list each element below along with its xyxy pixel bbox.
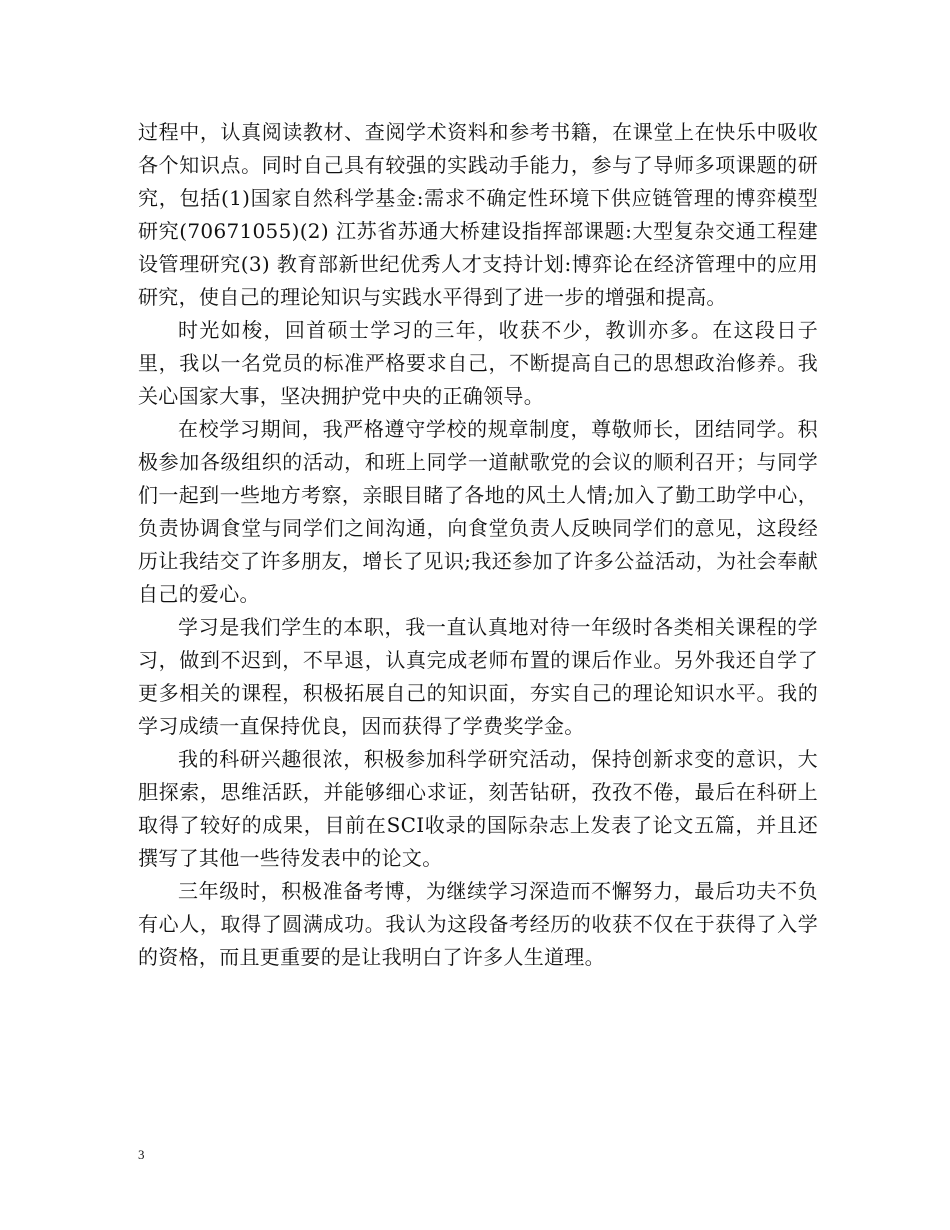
paragraph-study: 学习是我们学生的本职，我一直认真地对待一年级时各类相关课程的学习，做到不迟到，不早退，认真完成老师布置的课后作业。另外我还自学了更多相关的课程，积极拓展自己的知识面，夯实自己的理论知识水平。我的学习成绩一直保持优良，因而获得了学费奖学金。 [138,615,818,738]
body-text [138,116,818,974]
paragraph-campus-life: 在校学习期间，我严格遵守学校的规章制度，尊敬师长，团结同学。积极参加各级组织的活动，和班上同学一道献歌党的会议的顺利召开；与同学们一起到一些地方考察，亲眼目睹了各地的风土人情;加入了勤工助学中心，负责协调食堂与同学们之间沟通，向食堂负责人反映同学们的意见，这段经历让我结交了许多朋友，增长了见识;我还参加了许多公益活动，为社会奉献自己的爱心。 [138,417,818,606]
paragraph-time-flies: 时光如梭，回首硕士学习的三年，收获不少，教训亦多。在这段日子里，我以一名党员的标准严格要求自己，不断提高自己的思想政治修养。我关心国家大事，坚决拥护党中央的正确领导。 [138,318,818,408]
page-number: 3 [138,1147,145,1162]
paragraph-research: 我的科研兴趣很浓，积极参加科学研究活动，保持创新求变的意识，大胆探索，思维活跃，并能够细心求证，刻苦钻研，孜孜不倦，最后在科研上取得了较好的成果，目前在SCI收录的国际杂志上发表了论文五篇，并且还撰写了其他一些待发表中的论文。 [138,747,818,870]
paragraph-phd-exam: 三年级时，积极准备考博，为继续学习深造而不懈努力，最后功夫不负有心人，取得了圆满成功。我认为这段备考经历的收获不仅在于获得了入学的资格，而且更重要的是让我明白了许多人生道理。 [138,879,818,969]
paragraph-continuation: 过程中，认真阅读教材、查阅学术资料和参考书籍，在课堂上在快乐中吸收各个知识点。同时自己具有较强的实践动手能力，参与了导师多项课题的研究，包括(1)国家自然科学基金:需求不确定性环境下供应链管理的博弈模型研究(70671055)(2) 江苏省苏通大桥建设指挥部课题:大型复杂交通工程建设管理研究(3) 教育部新世纪优秀人才支持计划:博弈论在经济管理中的应用研究，使自己的理论知识与实践水平得到了进一步的增强和提高。 [138,120,818,309]
